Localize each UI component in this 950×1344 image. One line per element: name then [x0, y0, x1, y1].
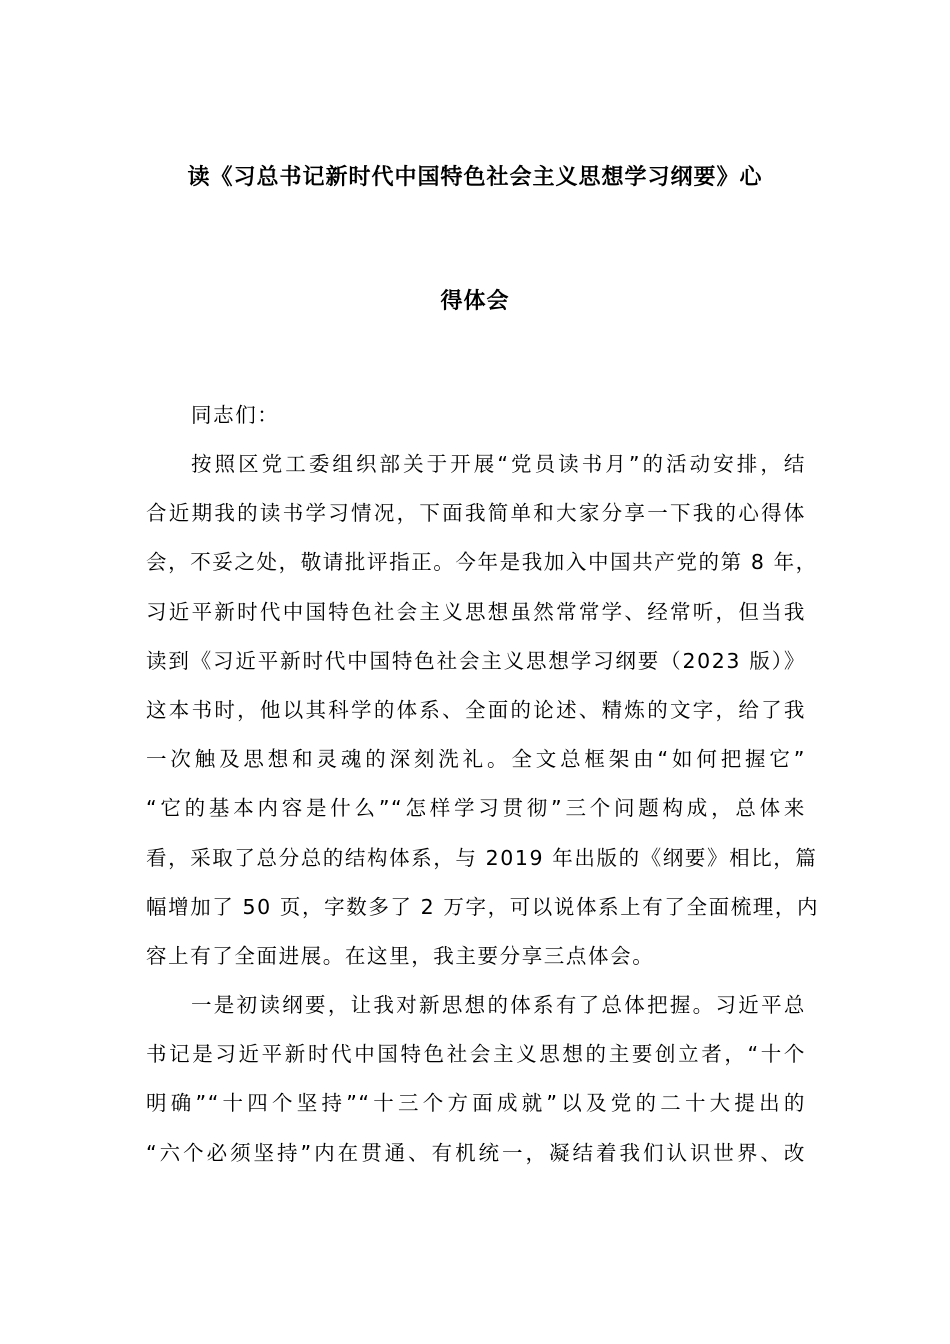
paragraph-line: 习近平新时代中国特色社会主义思想虽然常常学、经常听，但当我: [146, 599, 806, 624]
paragraph-line: 这本书时，他以其科学的体系、全面的论述、精炼的文字，给了我: [146, 697, 806, 722]
paragraph-line: 幅增加了 50 页，字数多了 2 万字，可以说体系上有了全面梳理，内: [146, 894, 820, 919]
paragraph-line: 按照区党工委组织部关于开展“党员读书月”的活动安排，结: [191, 452, 806, 476]
paragraph-line: 会，不妥之处，敬请批评指正。今年是我加入中国共产党的第 8 年，: [146, 550, 818, 575]
paragraph-1: [146, 440, 820, 981]
greeting: 同志们：: [191, 403, 280, 427]
document-title-line-2: 得体会: [440, 289, 510, 314]
paragraph-line: 一次触及思想和灵魂的深刻洗礼。全文总框架由“如何把握它”: [146, 747, 806, 772]
paragraph-line: 合近期我的读书学习情况，下面我简单和大家分享一下我的心得体: [146, 501, 806, 526]
paragraph-2: [146, 981, 806, 1178]
paragraph-line: 读到《习近平新时代中国特色社会主义思想学习纲要（2023 版）》: [146, 648, 806, 673]
paragraph-line: 容上有了全面进展。在这里，我主要分享三点体会。: [146, 943, 655, 968]
paragraph-line: 一是初读纲要，让我对新思想的体系有了总体把握。习近平总: [191, 993, 806, 1017]
paragraph-line: 明确”“十四个坚持”“十三个方面成就”以及党的二十大提出的: [146, 1091, 806, 1116]
paragraph-line: 看，采取了总分总的结构体系，与 2019 年出版的《纲要》相比，篇: [146, 845, 818, 870]
paragraph-line: “六个必须坚持”内在贯通、有机统一，凝结着我们认识世界、改: [146, 1140, 806, 1165]
paragraph-line: 书记是习近平新时代中国特色社会主义思想的主要创立者，“十个: [146, 1042, 806, 1067]
paragraph-line: “它的基本内容是什么”“怎样学习贯彻”三个问题构成，总体来: [146, 796, 806, 821]
document-title-line-1: 读《习总书记新时代中国特色社会主义思想学习纲要》心: [187, 165, 763, 190]
